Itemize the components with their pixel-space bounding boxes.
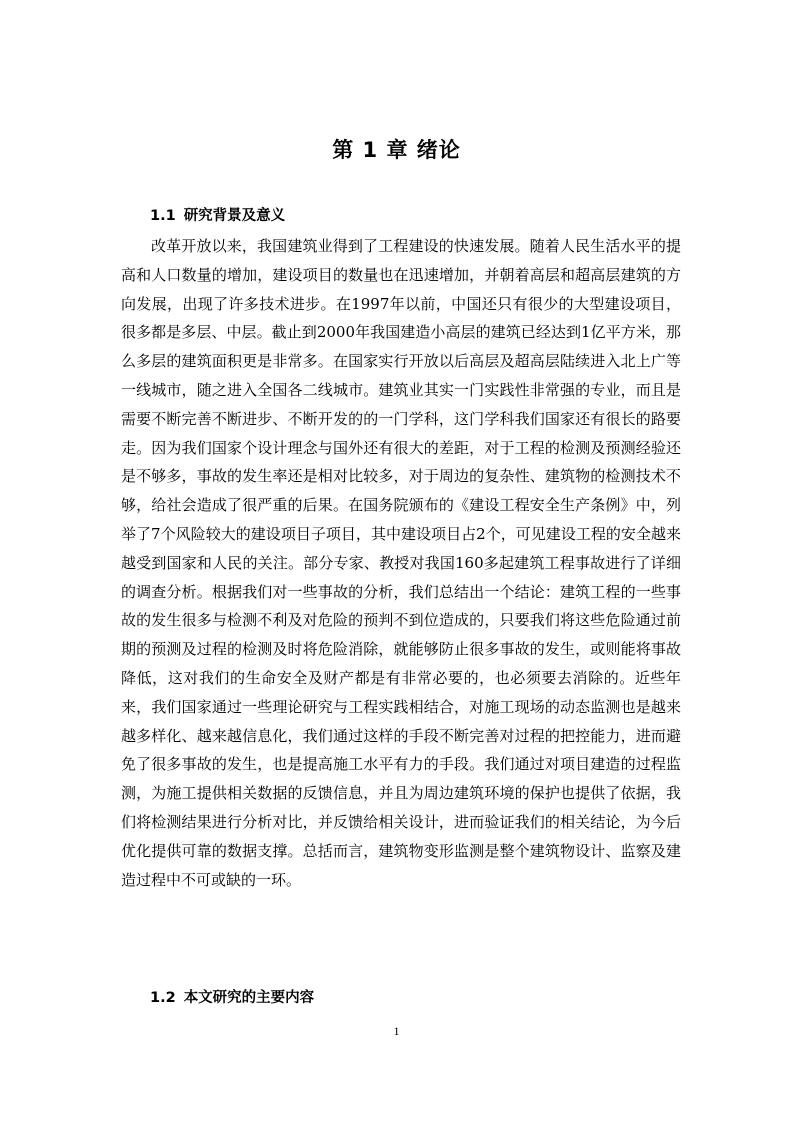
- chapter-title: 第 1 章 绪论: [332, 138, 461, 162]
- page-number: 1: [393, 1024, 400, 1038]
- section-heading-main-content: [150, 988, 314, 1008]
- section-heading-background: [150, 206, 285, 226]
- section-title: 本文研究的主要内容: [183, 990, 315, 1006]
- section-title: 研究背景及意义: [183, 208, 286, 224]
- body-paragraph: 改革开放以来，我国建筑业得到了工程建设的快速发展。随着人民生活水平的提高和人口数量的增加，建设项目的数量也在迅速增加，并朝着高层和超高层建筑的方向发展，出现了许多技术进步。在1997年以前，中国还只有很少的大型建设项目，很多都是多层、中层。截止到2000年我国建造小高层的建筑已经达到1亿平方米，那么多层的建筑面积更是非常多。在国家实行开放以后高层及超高层陆续进入北上广等一线城市，随之进入全国各二线城市。建筑业其实一门实践性非常强的专业，而且是需要不断完善不断进步、不断开发的的一门学科，这门学科我们国家还有很长的路要走。因为我们国家个设计理念与国外还有很大的差距，对于工程的检测及预测经验还是不够多，事故的发生率还是相对比较多，对于周边的复杂性、建筑物的检测技术不够，给社会造成了很严重的后果。在国务院颁布的《建设工程安全生产条例》中，列举了7个风险较大的建设项目子项目，其中建设项目占2个，可见建设工程的安全越来越受到国家和人民的关注。部分专家、教授对我国160多起建筑工程事故进行了详细的调查分析。根据我们对一些事故的分析，我们总结出一个结论：建筑工程的一些事故的发生很多与检测不利及对危险的预判不到位造成的，只要我们将这些危险通过前期的预测及过程的检测及时将危险消除，就能够防止很多事故的发生，或则能将事故降低，这对我们的生命安全及财产都是有非常必要的，也必须要去消除的。近些年来，我们国家通过一些理论研究与工程实践相结合，对施工现场的动态监测也是越来越多样化、越来越信息化，我们通过这样的手段不断完善对过程的把控能力，进而避免了很多事故的发生，也是提高施工水平有力的手段。我们通过对项目建造的过程监测，为施工提供相关数据的反馈信息，并且为周边建筑环境的保护也提供了依据，我们将检测结果进行分析对比，并反馈给相关设计，进而验证我们的相关结论，为今后优化提供可靠的数据支撑。总括而言，建筑物变形监测是整个建筑物设计、监察及建造过程中不可或缺的一环。: [121, 237, 681, 889]
- section-number: 1.1: [150, 208, 176, 224]
- section-number: 1.2: [150, 990, 176, 1006]
